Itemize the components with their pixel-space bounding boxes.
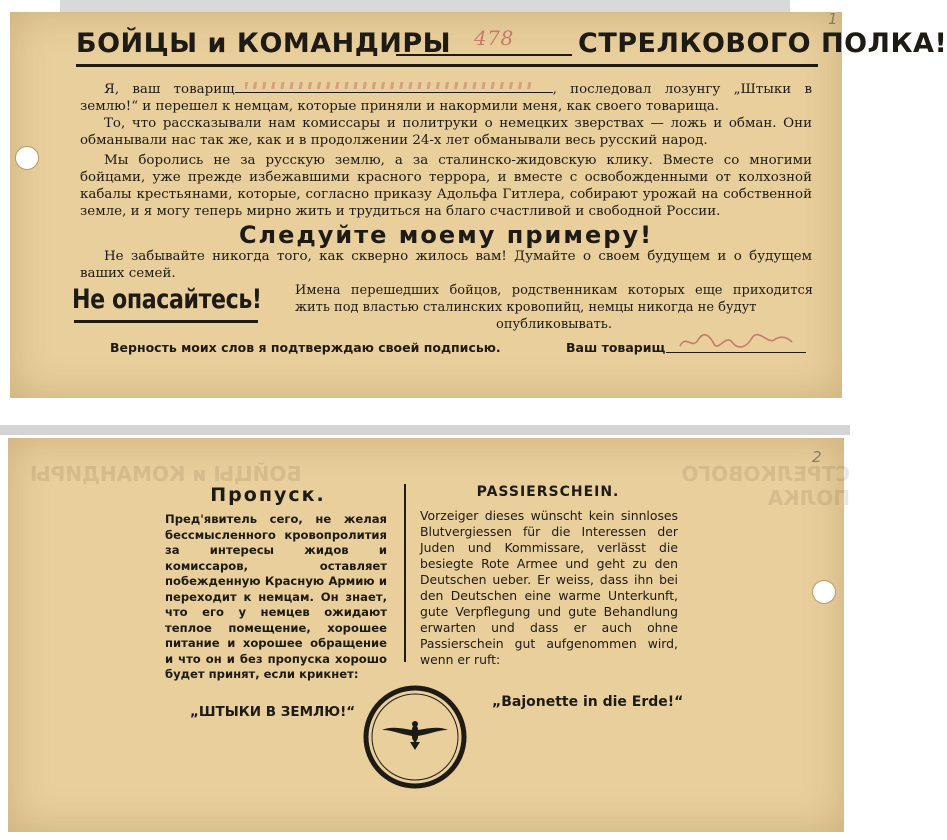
middle-paper-edge [0,425,850,435]
headline-left: БОЙЦЫ и КОМАНДИРЫ [76,28,452,59]
signature-confirmation: Верность моих слов я подтверждаю своей подписью. [110,340,501,355]
p4-text: Не забывайте никогда того, как скверно жилось вам! Думайте о своем будущем и о будущем ваших семей. [80,249,812,281]
regiment-blank [396,54,572,56]
paragraph-1 [80,80,812,115]
headline-rule [76,64,818,67]
dont-fear-heading: Не опасайтесь! [72,284,262,315]
pass-title-german: PASSIERSCHEIN. [476,484,620,500]
paragraph-2 [80,115,812,149]
column-divider [404,484,406,662]
handwritten-signature [676,330,796,352]
p1-end: , последовал лозунгу „Штыки в землю!“ и перешел к немцам, которые приняли и накормили меня, как своего товарища. [80,82,812,114]
p5-last: опубликовывать. [496,317,612,332]
pass-title-russian: Пропуск. [210,484,326,506]
slogan-russian: „ШТЫКИ В ЗЕМЛЮ!“ [190,704,356,720]
paragraph-5 [295,282,813,333]
page-number: 1 [828,10,838,28]
paragraph-4 [80,248,812,282]
p2-text: То, что рассказывали нам комиссары и политруки о немецких зверствах — ложь и обман. Они обманывали нас так же, как и в продолжении 24-х лет обманывали весь русский народ. [80,116,812,148]
handwritten-regiment-number: 478 [474,26,514,50]
dont-fear-underline [74,320,258,323]
paragraph-3 [80,152,812,220]
your-comrade-label: Ваш товарищ [566,340,666,355]
p5-body: Имена перешедших бойцов, родственникам которых еще приходится жить под властью сталинских кровопийц, немцы никогда не будут [295,283,813,315]
follow-example-heading: Следуйте моему примеру! [238,221,654,249]
pass-text-russian: Пред'явитель сего, не желая бессмысленного кровопролития за интересы жидов и комиссаров, оставляет побежденную Красную Армию и переходит к немцам. Он знает, что его у немцев ожидают теплое помещение, хорошее питание и хорошее обращение и что он и без пропуска хорошо будет принят, если крикнет: [165,512,387,681]
bleed-through-text: БОЙЦЫ и КОМАНДИРЫ [30,462,302,486]
top-paper-edge [60,0,790,12]
punch-hole [812,580,836,604]
punch-hole [15,146,39,170]
headline [76,26,947,66]
page-number: 2 [812,448,822,466]
handwritten-name-field [235,80,553,93]
eagle-emblem-icon [362,684,468,790]
p1-start: Я, ваш товарищ [104,82,235,97]
bleed-through-text: СТРЕЛКОВОГО ПОЛКА [681,462,850,510]
pass-text-german: Vorzeiger dieses wünscht kein sinnloses Blutvergiessen für die Interessen der Juden und Kommissare, verlässt die besiegte Rote Armee und geht zu den Deutschen ueber. Er weiss, dass ihn bei den Deutschen eine warme Unterkunft, gute Verpflegung und gute Behandlung erwarten und dass er auch ohne Passierschein gut aufgenommen wird, wenn er ruft: [420,508,678,667]
p3-text: Мы боролись не за русскую землю, а за сталинско-жидовскую клику. Вместе со многими бойцами, уже прежде избежавшими красного террора, и вместе с освобожденными от колхозной кабалы крестьянами, которые, согласно приказу Адольфа Гитлера, собирают урожай на собственной земле, и я могу теперь мирно жить и трудиться на благо счастливой и свободной России. [80,153,812,219]
slogan-german: „Bajonette in die Erde!“ [492,694,684,710]
signature-line [666,352,806,353]
headline-right: СТРЕЛКОВОГО ПОЛКА! [578,28,947,59]
